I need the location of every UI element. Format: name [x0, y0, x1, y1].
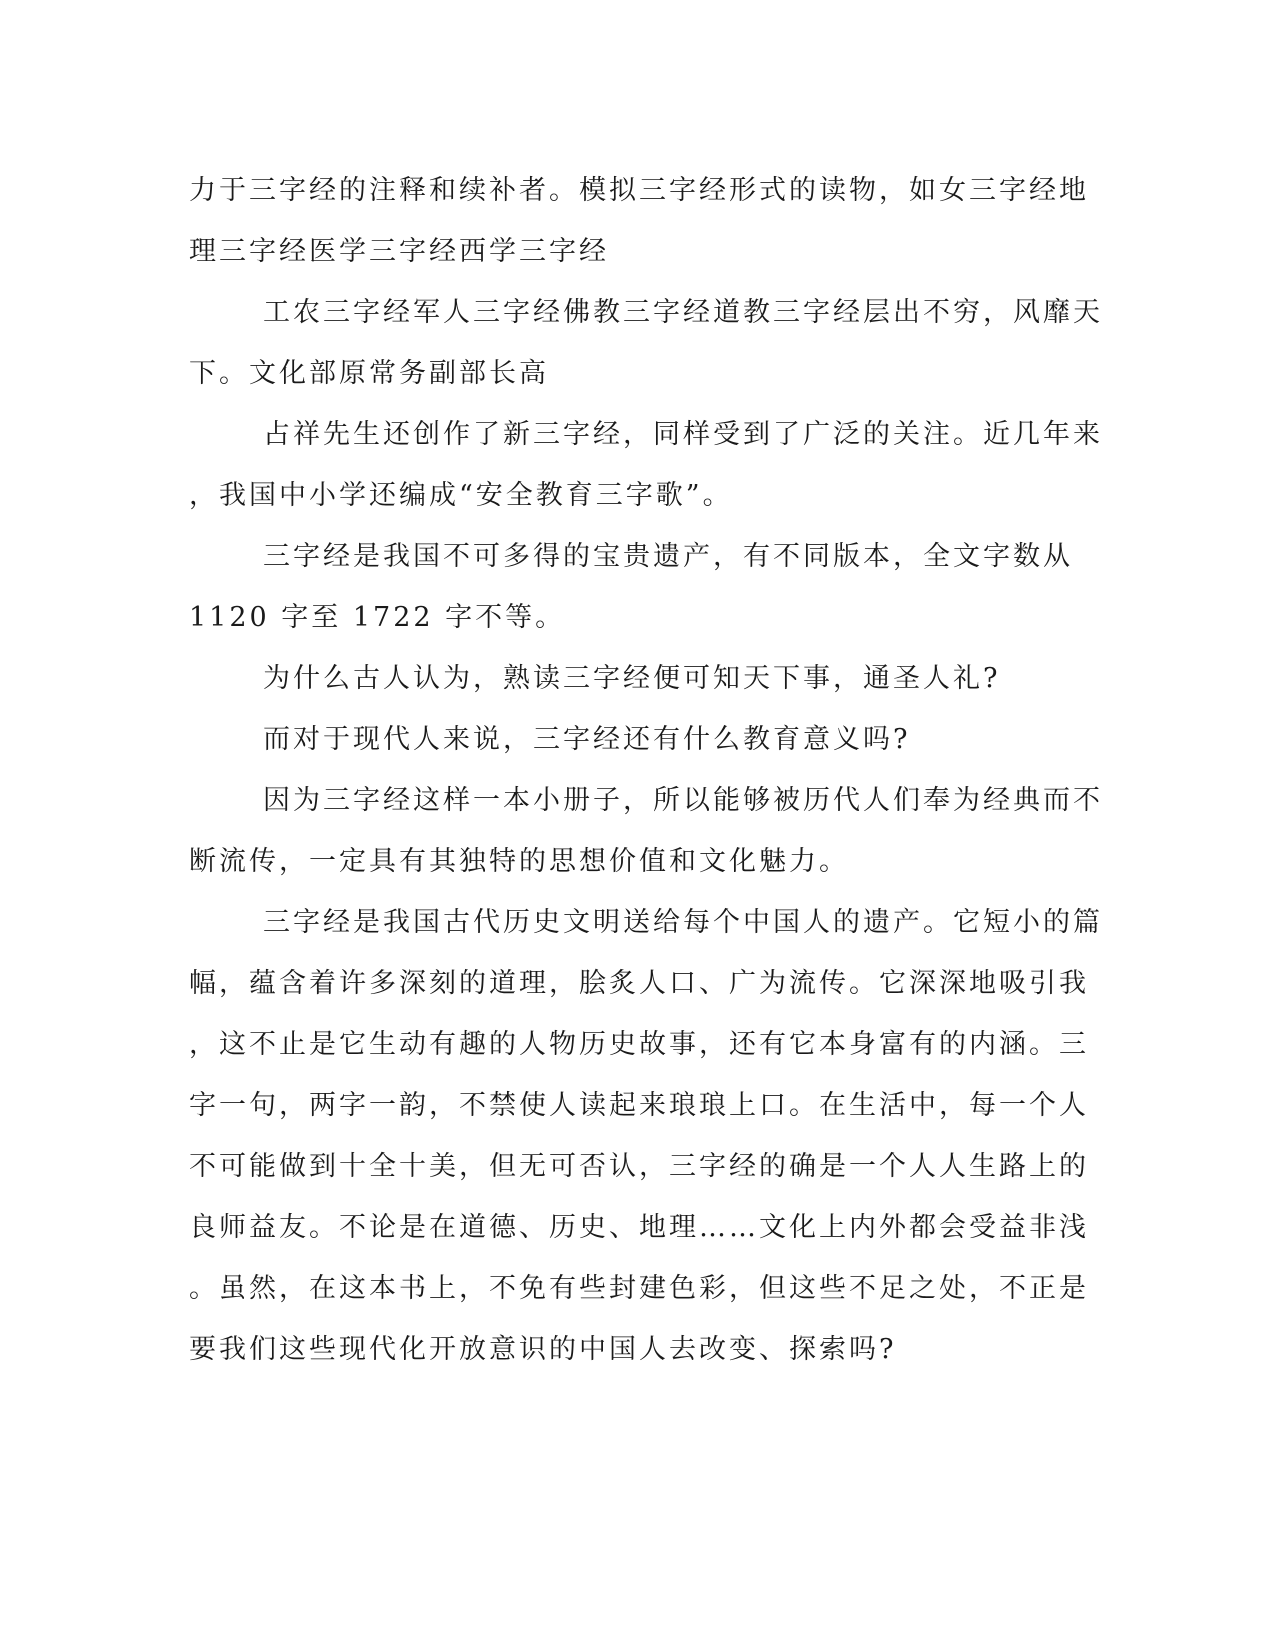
text-line: ，这不止是它生动有趣的人物历史故事，还有它本身富有的内涵。三	[189, 1029, 1089, 1060]
text-line: 不可能做到十全十美，但无可否认，三字经的确是一个人人生路上的	[189, 1151, 1089, 1182]
paragraph-8	[189, 892, 1103, 1380]
text-line: 三字经是我国古代历史文明送给每个中国人的遗产。它短小的篇	[263, 907, 1103, 938]
paragraph-3	[189, 404, 1103, 526]
text-line: 而对于现代人来说，三字经还有什么教育意义吗?	[263, 724, 911, 755]
text-line: 断流传，一定具有其独特的思想价值和文化魅力。	[189, 846, 849, 877]
text-line: 为什么古人认为，熟读三字经便可知天下事，通圣人礼?	[263, 663, 1001, 694]
paragraph-1	[189, 160, 1089, 282]
text-line: 力于三字经的注释和续补者。模拟三字经形式的读物，如女三字经地	[189, 175, 1089, 206]
text-line: 。虽然，在这本书上，不免有些封建色彩，但这些不足之处，不正是	[189, 1273, 1089, 1304]
text-line: 字一句，两字一韵，不禁使人读起来琅琅上口。在生活中，每一个人	[189, 1090, 1089, 1121]
text-line: 占祥先生还创作了新三字经，同样受到了广泛的关注。近几年来	[263, 419, 1103, 450]
paragraph-7	[189, 770, 1103, 892]
text-line: 工农三字经军人三字经佛教三字经道教三字经层出不穷，风靡天	[263, 297, 1103, 328]
text-line: 下。文化部原常务副部长高	[189, 358, 549, 389]
text-line: 1120 字至 1722 字不等。	[189, 602, 566, 633]
text-line: 三字经是我国不可多得的宝贵遗产，有不同版本，全文字数从	[263, 541, 1073, 572]
text-line: ，我国中小学还编成“安全教育三字歌”。	[189, 480, 733, 511]
paragraph-4	[189, 526, 1089, 648]
paragraph-6	[189, 709, 1089, 770]
paragraph-2	[189, 282, 1103, 404]
text-line: 幅，蕴含着许多深刻的道理，脍炙人口、广为流传。它深深地吸引我	[189, 968, 1089, 999]
document-body	[189, 160, 1103, 1380]
text-line: 因为三字经这样一本小册子，所以能够被历代人们奉为经典而不	[263, 785, 1103, 816]
text-line: 良师益友。不论是在道德、历史、地理……文化上内外都会受益非浅	[189, 1212, 1089, 1243]
text-line: 理三字经医学三字经西学三字经	[189, 236, 609, 267]
text-line: 要我们这些现代化开放意识的中国人去改变、探索吗?	[189, 1334, 897, 1365]
paragraph-5	[189, 648, 1089, 709]
